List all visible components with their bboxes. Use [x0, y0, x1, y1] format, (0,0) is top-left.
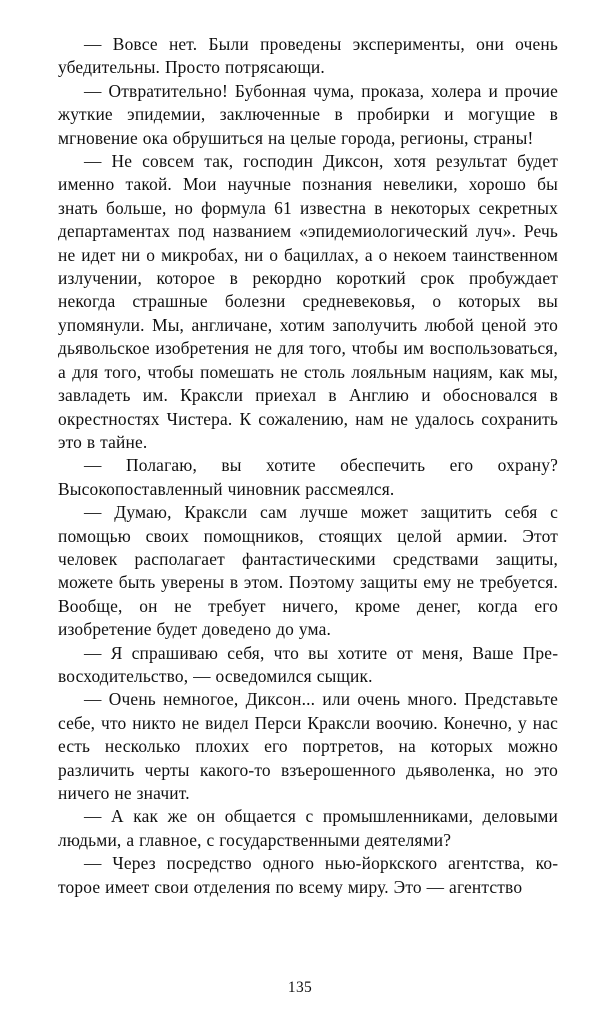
paragraph: — Вовсе нет. Были проведены эксперименты, они очень убедительны. Просто потрясающи. — [58, 34, 558, 78]
paragraph: — Отвратительно! Бубонная чума, проказа, холера и прочие жуткие эпидемии, заключенные в пробирки и могущие в мгновение ока обрушиться на целые города, регионы, страны! — [58, 80, 558, 148]
page-number: 135 — [287, 979, 313, 996]
paragraph: — Думаю, Краксли сам лучше может защитить себя с помощью своих помощников, стоящих целой армии. Этот человек располагает фантастическими средствами защиты, можете быть уверены в этом. Поэтому защиты ему не требуется. Вообще, он не требует ничего, кроме денег, когда его изобретение будет доведено до ума. — [58, 502, 558, 640]
paragraph: — Я спрашиваю себя, что вы хотите от меня, Ваше Превосходительство, — осведомился сыщик. — [58, 642, 558, 686]
paragraph: — Не совсем так, господин Диксон, хотя результат будет именно такой. Мои научные познания невелики, хорошо бы знать больше, но формула 61 известна в некоторых секретных департаментах под названием «эпидемиологический луч». Речь не идет ни о микробах, ни о бациллах, а о некоем таинственном излучении, которое в рекордно короткий срок пробуждает некогда страшные болезни средневековья, о которых вы упомянули. Мы, англичане, хотим заполучить любой ценой это дьявольское изобретения не для того, чтобы им воспользоваться, а для того, чтобы помешать не столь лояльным нациям, как мы, завладеть им. Краксли приехал в Англию и обосновался в окрестностях Чистера. К сожалению, нам не удалось сохранить это в тайне. — [58, 151, 558, 452]
page-body-text — [58, 33, 558, 899]
paragraph: — А как же он общается с промышленниками, деловыми людьми, а главное, с государственными деятелями? — [58, 806, 558, 850]
paragraph: — Очень немногое, Диксон... или очень много. Представьте себе, что никто не видел Перси Краксли воочию. Конечно, у нас есть несколько плохих его портретов, на которых можно различить черты какого-то взъерошенного дьяволенка, но это ничего не значит. — [58, 689, 558, 803]
paragraph: — Полагаю, вы хотите обеспечить его охрану? Высокопоставленный чиновник рассмеялся. — [58, 455, 558, 499]
paragraph: — Через посредство одного нью-йоркского агентства, которое имеет свои отделения по всему миру. Это — агентство — [58, 853, 558, 897]
